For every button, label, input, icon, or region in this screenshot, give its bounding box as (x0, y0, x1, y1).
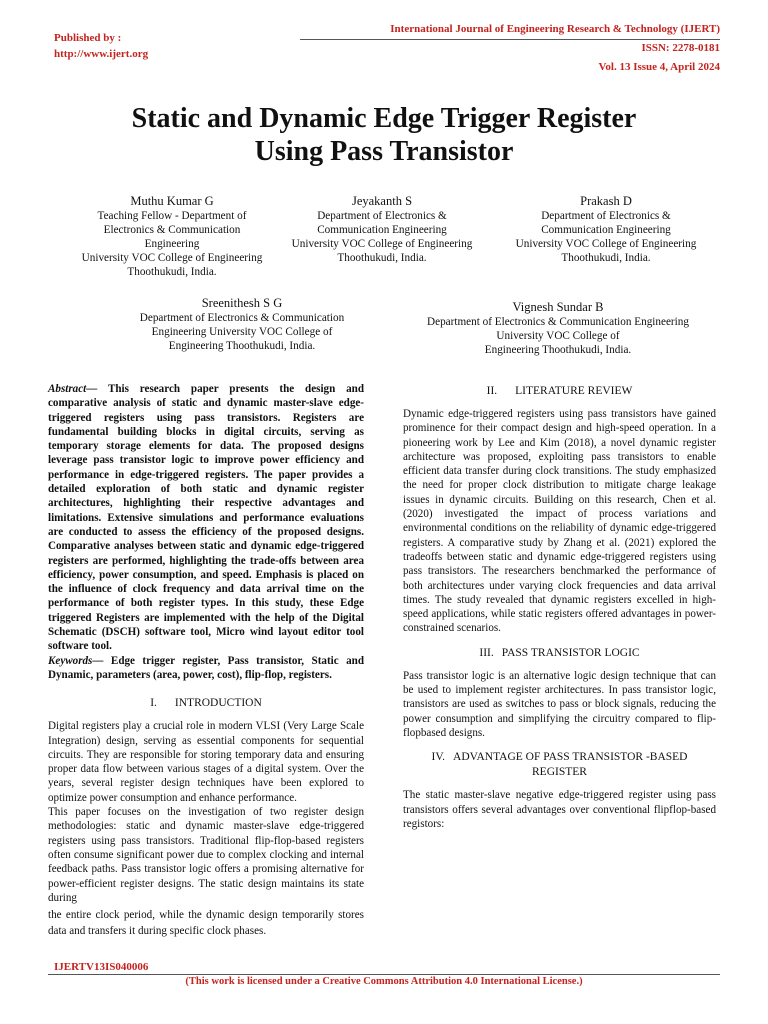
affiliation-line: Engineering Thoothukudi, India. (168, 340, 316, 352)
section-heading-pass-transistor-logic: III. PASS TRANSISTOR LOGIC (479, 646, 640, 659)
keywords-text: Edge trigger register, Pass transistor, Static and Dynamic, parameters (area, power, cost), flip-flop, registers. (48, 654, 364, 681)
advantage-paragraph: The static master-slave negative edge-triggered register using pass transistors offers several advantages over conventional flipflop-based registors: (403, 789, 716, 830)
affiliation-line: University VOC College of Engineering (81, 252, 263, 264)
abstract (48, 382, 364, 654)
author-name: Jeyakanth S (351, 194, 413, 208)
author-block-3 (500, 193, 712, 265)
affiliation-line: Engineering University VOC College of (151, 326, 333, 338)
header-divider (300, 39, 720, 40)
affiliation-line: Electronics & Communication (103, 224, 241, 236)
right-column (403, 384, 716, 831)
affiliation-line: Thoothukudi, India. (127, 266, 217, 278)
section-heading-advantage: IV. ADVANTAGE OF PASS TRANSISTOR -BASED REGISTER (431, 751, 688, 779)
section-heading-literature-review: II. LITERATURE REVIEW (486, 385, 633, 397)
author-name: Sreenithesh S G (201, 296, 283, 310)
affiliation-line: Communication Engineering (541, 224, 671, 236)
volume-issue: Vol. 13 Issue 4, April 2024 (598, 61, 720, 73)
title-line-1: Static and Dynamic Edge Trigger Register (131, 103, 637, 134)
affiliation-line: University VOC College of Engineering (291, 238, 473, 250)
section-heading-introduction: I. INTRODUCTION (150, 697, 262, 710)
published-by-label: Published by : (54, 32, 122, 44)
journal-url-link[interactable]: http://www.ijert.org (54, 48, 149, 60)
intro-paragraph-2: This paper focuses on the investigation of two register design methodologies: static and dynamic master-slave edge-triggered registers using pass transistors. Traditional flip-flop-based registers often consume significant power due to complex clocking and internal feedback paths. Pass transistor logic offers a promising alternative for power-efficient register designs. The static design maintains its state during (48, 806, 364, 904)
author-name: Prakash D (580, 194, 632, 208)
affiliation-line: Department of Electronics & (317, 210, 447, 222)
title-line-2: Using Pass Transistor (254, 136, 514, 167)
literature-paragraph: Dynamic edge-triggered registers using pass transistors have gained prominence for their compact design and high-speed operation. In a pioneering work by Lee and Kim (2018), a novel dynamic register architecture was proposed, exploiting pass transistors to enable efficient data transfer during clock transitions. The study emphasized the need for proper clock distribution to mitigate charge leakage issues in dynamic circuits. Building on this research, Chen et al. (2020) investigated the impact of process variations and environmental conditions on the reliability of dynamic edge-triggered registers. A comparative study by Zhang et al. (2021) explored the tradeoffs between static and dynamic edge-triggered registers using pass transistors. The researchers benchmarked the performance of both architectures under varying clock frequencies and data arrival times. The study revealed that dynamic registers excelled in high-speed applications, while static registers offered advantages in power-constrained scenarios. (403, 408, 716, 635)
author-block-1 (56, 193, 288, 279)
author-block-2 (276, 193, 488, 265)
author-block-5 (396, 299, 720, 357)
affiliation-line: University VOC College of Engineering (515, 238, 697, 250)
affiliation-line: University VOC College of (496, 330, 620, 342)
paper-id: IJERTV13IS040006 (54, 961, 149, 973)
keywords-label: Keywords— (48, 654, 104, 667)
affiliation-line: Thoothukudi, India. (337, 252, 427, 264)
affiliation-line: Communication Engineering (317, 224, 447, 236)
abstract-label: Abstract— (48, 383, 98, 395)
affiliation-line: Department of Electronics & (541, 210, 671, 222)
affiliation-line: Engineering (144, 238, 200, 250)
intro-paragraph-1: Digital registers play a crucial role in modern VLSI (Very Large Scale Integration) design, serving as essential components for sequential circuits. They are responsible for storing temporary data and ensuring proper data flow between various stages of a digital system. Over the years, several register design techniques have been explored to optimize power consumption and enhance performance. (48, 720, 364, 804)
publisher-block (54, 30, 148, 62)
author-name: Muthu Kumar G (130, 194, 214, 208)
keywords (48, 654, 364, 683)
license-notice: (This work is licensed under a Creative Commons Attribution 4.0 International License.) (185, 976, 583, 987)
ptl-paragraph: Pass transistor logic is an alternative logic design technique that can be used to implement register architectures. In pass transistor logic, transistors are used as switches to pass or block signals, reducing the power consumption and simplifying the circuitry compared to flip-flopbased designs. (403, 669, 716, 739)
journal-info-block (390, 20, 720, 77)
abstract-text: This research paper presents the design and comparative analysis of static and dynamic master-slave edge-triggered registers using pass transistors. Registers are fundamental building blocks in digital circuits, serving as temporary storage elements for data. The proposed designs leverage pass transistor logic to improve power efficiency and performance in edge-triggered registers. The paper provides a detailed exploration of both static and dynamic register architectures, highlighting their respective advantages and limitations. Extensive simulations and performance evaluations are conducted to assess the efficiency of the proposed designs. Comparative analyses between static and dynamic edge-triggered registers are performed, highlighting the trade-offs between area efficiency, power consumption, and speed. Emphasis is placed on the influence of clock frequency and data arrival time on the performance of both register types. In this study, these Edge triggered Registers are implemented with the help of the Digital Schematic (DSCH) software tool, Micro wind layout editor tool software tool. (48, 383, 364, 653)
intro-paragraph-3: the entire clock period, while the dynamic design temporarily stores data and transfers it during specific clock phases. (48, 909, 364, 937)
affiliation-line: Department of Electronics & Communication Engineering (427, 316, 689, 328)
affiliation-line: Teaching Fellow - Department of (97, 210, 247, 222)
affiliation-line: Engineering Thoothukudi, India. (484, 344, 632, 356)
left-column (48, 382, 364, 939)
affiliation-line: Department of Electronics & Communication (139, 312, 345, 324)
author-block-4 (110, 295, 374, 353)
issn: ISSN: 2278-0181 (641, 42, 720, 54)
author-name: Vignesh Sundar B (512, 300, 604, 314)
journal-name: International Journal of Engineering Research & Technology (IJERT) (390, 23, 720, 35)
paper-title (0, 102, 768, 168)
footer-divider (48, 974, 720, 975)
affiliation-line: Thoothukudi, India. (561, 252, 651, 264)
